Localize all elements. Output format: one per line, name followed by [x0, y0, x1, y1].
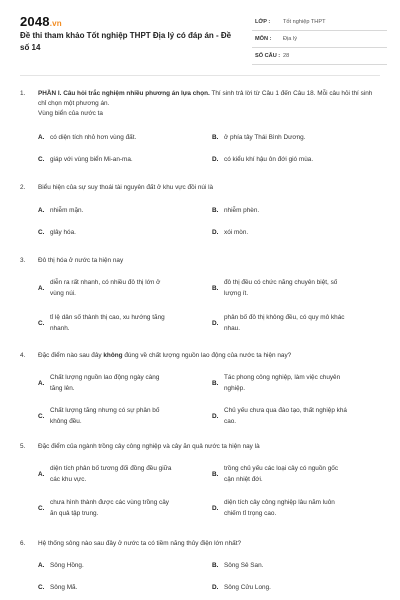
option-label: C. — [38, 584, 45, 591]
section-instructions: Thí sinh trả lời từ Câu 1 đến Câu 18. Mỗi câu hỏi thí sinh chỉ chọn một phương án. — [38, 90, 373, 107]
document-title: Đề thi tham khảo Tốt nghiệp THPT Địa lý có đáp án - Đề số 14 — [20, 31, 232, 52]
option-label: B. — [212, 134, 219, 141]
option-label: A. — [38, 471, 45, 478]
option-text: nhiễm mặn. — [50, 207, 84, 214]
answer-option-b[interactable] — [212, 561, 380, 571]
option-text-line-1: tỉ lệ dân số thành thị cao, xu hướng tăng — [50, 314, 165, 321]
option-text: giáp với vùng biển Mi-an-ma. — [50, 156, 133, 163]
header-divider — [20, 75, 380, 76]
logo-number: 2048 — [20, 14, 50, 29]
option-label: A. — [38, 380, 45, 387]
option-text-line-2: nhau. — [224, 325, 240, 332]
option-label: D. — [212, 584, 219, 591]
option-text-line-2: cao. — [224, 418, 237, 425]
option-text-line-2: chiếm tỉ trọng cao. — [224, 510, 277, 517]
answer-option-d[interactable] — [212, 583, 380, 593]
option-label: D. — [212, 320, 219, 327]
option-label: D. — [212, 505, 219, 512]
site-logo[interactable] — [20, 14, 62, 29]
answer-option-a[interactable] — [38, 206, 208, 216]
option-label: B. — [212, 207, 219, 214]
option-text-line-1: Chủ yếu chưa qua đào tạo, thất nghiệp khá — [224, 407, 347, 414]
option-text-line-2: ăn quả tập trung. — [50, 510, 99, 517]
option-text-line-2: lượng ít. — [224, 290, 249, 297]
option-text-line-2: không đều. — [50, 418, 82, 425]
logo-domain: .vn — [49, 19, 62, 28]
option-text-line-1: diện tích cây công nghiệp lâu năm luôn — [224, 499, 335, 506]
option-label: B. — [212, 562, 219, 569]
section-heading: PHẦN I. Câu hỏi trắc nghiệm nhiều phương án lựa chọn. — [38, 90, 210, 97]
option-label: D. — [212, 156, 219, 163]
option-label: D. — [212, 229, 219, 236]
answer-option-c[interactable] — [38, 583, 208, 593]
option-text-line-1: phân bố đô thị không đều, có quy mô khác — [224, 314, 345, 321]
option-text-line-2: nghiệp. — [224, 385, 245, 392]
option-text-line-1: đô thị đều có chức năng chuyên biệt, số — [224, 279, 338, 286]
question-text-part: đúng về chất lượng nguồn lao động của nước ta hiện nay? — [122, 352, 292, 359]
question-text-emphasis: không — [103, 352, 123, 359]
option-label: A. — [38, 562, 45, 569]
option-text: ở phía tây Thái Bình Dương. — [224, 134, 306, 141]
option-text-line-1: Chất lượng tăng nhưng có sự phân bố — [50, 407, 160, 414]
option-label: C. — [38, 229, 45, 236]
answer-option-d[interactable] — [212, 155, 380, 165]
answer-option-b[interactable] — [212, 133, 380, 143]
answer-option-c[interactable] — [38, 406, 208, 428]
answer-option-a[interactable] — [38, 278, 208, 300]
option-text: xói mòn. — [224, 229, 249, 236]
option-label: C. — [38, 320, 45, 327]
question-intro — [38, 89, 378, 109]
question-2 — [20, 183, 380, 243]
option-text-line-1: trồng chủ yếu các loại cây có nguồn gốc — [224, 465, 339, 472]
meta-key: MÔN : — [255, 36, 272, 42]
option-label: B. — [212, 471, 219, 478]
answer-option-d[interactable] — [212, 228, 380, 238]
question-text-part: Đặc điểm nào sau đây — [38, 352, 104, 359]
answer-option-b[interactable] — [212, 464, 380, 486]
answer-option-b[interactable] — [212, 278, 380, 300]
answer-option-a[interactable] — [38, 133, 208, 143]
option-label: C. — [38, 413, 45, 420]
meta-key: SỐ CÂU : — [255, 53, 281, 59]
question-number: 5. — [20, 443, 26, 450]
question-text: Vùng biển của nước ta — [38, 110, 103, 117]
option-label: C. — [38, 156, 45, 163]
answer-option-d[interactable] — [212, 498, 380, 520]
answer-option-c[interactable] — [38, 313, 208, 335]
answer-option-a[interactable] — [38, 464, 208, 486]
option-text: Sông Sê San. — [224, 562, 264, 569]
question-number: 2. — [20, 184, 26, 191]
answer-option-d[interactable] — [212, 313, 380, 335]
question-number: 3. — [20, 257, 26, 264]
answer-option-d[interactable] — [212, 406, 380, 428]
meta-value: Tốt nghiệp THPT — [283, 19, 326, 25]
option-text: Sông Hồng. — [50, 562, 84, 569]
option-text-line-1: Tác phong công nghiệp, làm việc chuyên — [224, 374, 341, 381]
question-1 — [20, 89, 380, 169]
option-label: B. — [212, 380, 219, 387]
meta-row-count — [252, 48, 387, 65]
document-header — [0, 0, 400, 78]
meta-value: Địa lý — [283, 36, 297, 42]
option-text: có kiểu khí hậu ôn đới gió mùa. — [224, 156, 314, 163]
option-label: A. — [38, 285, 45, 292]
question-6 — [20, 539, 380, 597]
question-text: Hệ thống sông nào sau đây ở nước ta có tiềm năng thủy điện lớn nhất? — [38, 540, 242, 547]
question-text: Đặc điểm của ngành trồng cây công nghiệp và cây ăn quả nước ta hiện nay là — [38, 443, 260, 450]
option-text-line-2: nhanh. — [50, 325, 70, 332]
question-number: 6. — [20, 540, 26, 547]
answer-option-b[interactable] — [212, 206, 380, 216]
option-text-line-2: tăng lên. — [50, 385, 75, 392]
question-text: Đô thị hóa ở nước ta hiện nay — [38, 257, 124, 264]
document-meta — [252, 14, 387, 65]
option-label: C. — [38, 505, 45, 512]
option-text-line-1: Chất lượng nguồn lao động ngày càng — [50, 374, 160, 381]
option-text: có diện tích nhỏ hơn vùng đất. — [50, 134, 137, 141]
meta-row-subject — [252, 31, 387, 48]
answer-option-c[interactable] — [38, 228, 208, 238]
question-3 — [20, 256, 380, 341]
meta-key: LỚP : — [255, 19, 271, 25]
question-number: 1. — [20, 90, 26, 97]
option-text-line-2: các khu vực. — [50, 476, 87, 483]
option-text-line-1: chưa hình thành được các vùng trồng cây — [50, 499, 169, 506]
meta-row-class — [252, 14, 387, 31]
option-text-line-2: cận nhiệt đới. — [224, 476, 263, 483]
option-label: B. — [212, 285, 219, 292]
meta-value: 28 — [283, 53, 290, 59]
question-5 — [20, 442, 380, 527]
option-label: A. — [38, 207, 45, 214]
question-number: 4. — [20, 352, 26, 359]
option-text: Sông Mã. — [50, 584, 78, 591]
option-label: D. — [212, 413, 219, 420]
option-text: nhiễm phèn. — [224, 207, 260, 214]
option-text-line-1: diện tích phân bố tương đối đồng đều giữa — [50, 465, 172, 472]
option-text-line-1: diễn ra rất nhanh, có nhiều đô thị lớn ở — [50, 279, 161, 286]
answer-option-c[interactable] — [38, 498, 208, 520]
answer-option-a[interactable] — [38, 373, 208, 395]
option-text: Sông Cửu Long. — [224, 584, 271, 591]
answer-option-a[interactable] — [38, 561, 208, 571]
question-4 — [20, 351, 380, 436]
question-text: Biểu hiện của sự suy thoái tài nguyên đất ở khu vực đồi núi là — [38, 184, 214, 191]
answer-option-c[interactable] — [38, 155, 208, 165]
option-text: glây hóa. — [50, 229, 76, 236]
answer-option-b[interactable] — [212, 373, 380, 395]
option-text-line-2: vùng núi. — [50, 290, 76, 297]
question-text — [38, 351, 378, 361]
option-label: A. — [38, 134, 45, 141]
